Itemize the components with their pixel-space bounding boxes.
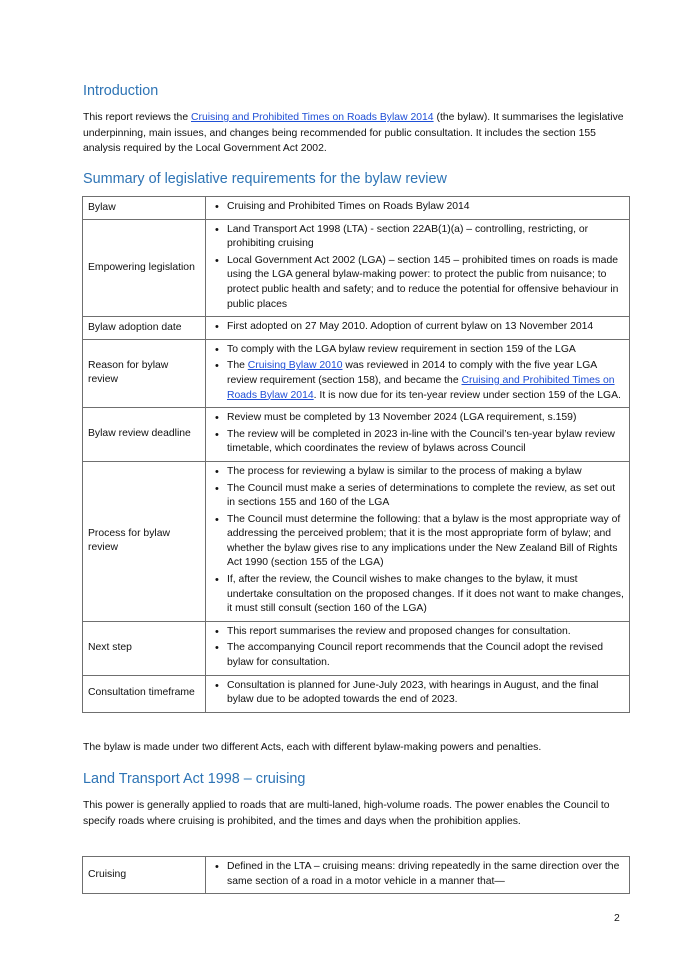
table-row: [83, 675, 630, 712]
table-row: [83, 857, 630, 894]
row-content-next-step: [206, 621, 630, 675]
summary-heading: Summary of legislative requirements for the bylaw review: [83, 171, 447, 187]
bylaw-2014-link[interactable]: Cruising and Prohibited Times on Roads Bylaw 2014: [227, 374, 615, 401]
cruising-definition-table: [82, 856, 630, 894]
row-label-cruising: Cruising: [83, 857, 206, 894]
list-item: • Cruising and Prohibited Times on Roads Bylaw 2014: [214, 200, 624, 215]
intro-text-after: (the bylaw). It summarises the legislative underpinning, main issues, and changes being recommended for public consultation. It includes the section 155 analysis required by the Local Government Act 2002.: [83, 112, 624, 154]
row-label-reason: Reason for bylaw review: [83, 339, 206, 407]
bylaw-2014-link[interactable]: Cruising and Prohibited Times on Roads Bylaw 2014: [191, 112, 434, 123]
table-row: [83, 461, 630, 621]
reason-text-post: . It is now due for its ten-year review under section 159 of the LGA.: [313, 389, 621, 401]
row-content-reason: [206, 339, 630, 407]
row-label-deadline: Bylaw review deadline: [83, 408, 206, 462]
cruising-bylaw-2010-link[interactable]: Cruising Bylaw 2010: [247, 360, 343, 372]
list-item: [214, 359, 624, 403]
introduction-heading: Introduction: [83, 83, 159, 99]
list-item: • Local Government Act 2002 (LGA) – section 145 – prohibited times on roads is made using the LGA general bylaw-making power: to protect the public from nuisance; to protect public health and safety; and to reduce the potential for offensive behaviour in public places: [214, 254, 624, 312]
row-label-next-step: Next step: [83, 621, 206, 675]
table-row: [83, 339, 630, 407]
list-item: • The process for reviewing a bylaw is similar to the process of making a bylaw: [214, 465, 624, 480]
table-row: [83, 408, 630, 462]
list-item: • The Council must determine the following: that a bylaw is the most appropriate way of addressing the perceived problem; that it is the most appropriate form of bylaw; and whether the bylaw gives rise to any implications under the New Zealand Bill of Rights Act 1990 (section 155 of the LGA): [214, 513, 624, 571]
row-content-consultation: [206, 675, 630, 712]
reason-text-pre: The: [227, 360, 248, 372]
list-item: • Defined in the LTA – cruising means: driving repeatedly in the same direction over the same section of a road in a motor vehicle in a manner that—: [214, 860, 624, 889]
list-item: • To comply with the LGA bylaw review requirement in section 159 of the LGA: [214, 343, 624, 358]
row-label-process: Process for bylaw review: [83, 461, 206, 621]
list-item: • The Council must make a series of determinations to complete the review, as set out in sections 155 and 160 of the LGA: [214, 482, 624, 511]
row-label-adoption: Bylaw adoption date: [83, 317, 206, 340]
list-item: • Review must be completed by 13 November 2024 (LGA requirement, s.159): [214, 411, 624, 426]
lta-heading: Land Transport Act 1998 – cruising: [83, 771, 306, 787]
row-content-deadline: [206, 408, 630, 462]
list-item: • The accompanying Council report recommends that the Council adopt the revised bylaw for consultation.: [214, 641, 624, 670]
intro-text-before: This report reviews the: [83, 112, 191, 123]
row-content-process: [206, 461, 630, 621]
row-content-empowering: [206, 219, 630, 317]
list-item: • The review will be completed in 2023 in-line with the Council’s ten-year bylaw review timetable, which coordinates the review of bylaws across Council: [214, 428, 624, 457]
table-row: [83, 317, 630, 340]
reason-text-mid: was reviewed in 2014 to comply with the five year LGA review requirement (section 158), and became the: [227, 360, 597, 386]
list-item: • This report summarises the review and proposed changes for consultation.: [214, 625, 624, 640]
introduction-paragraph: [83, 110, 631, 157]
row-content-cruising: [206, 857, 630, 894]
lta-paragraph: This power is generally applied to roads that are multi-laned, high-volume roads. The power enables the Council to specify roads where cruising is prohibited, and the times and days when the prohibition applies.: [83, 800, 610, 827]
table-row: [83, 219, 630, 317]
row-label-bylaw: Bylaw: [83, 197, 206, 220]
acts-paragraph: The bylaw is made under two different Acts, each with different bylaw-making powers and penalties.: [83, 742, 542, 753]
legislative-summary-table: [82, 196, 630, 713]
list-item: • If, after the review, the Council wishes to make changes to the bylaw, it must undertake consultation on the proposed changes. If it does not want to make changes, it must still consult (section 160 of the LGA): [214, 573, 624, 617]
row-label-consultation: Consultation timeframe: [83, 675, 206, 712]
list-item: • Land Transport Act 1998 (LTA) - section 22AB(1)(a) – controlling, restricting, or prohibiting cruising: [214, 223, 624, 252]
row-content-adoption: [206, 317, 630, 340]
list-item: • First adopted on 27 May 2010. Adoption of current bylaw on 13 November 2014: [214, 320, 624, 335]
table-row: [83, 197, 630, 220]
row-content-bylaw: [206, 197, 630, 220]
list-item: • Consultation is planned for June-July 2023, with hearings in August, and the final bylaw due to be adopted towards the end of 2023.: [214, 679, 624, 708]
page-number: 2: [614, 913, 620, 924]
table-row: [83, 621, 630, 675]
row-label-empowering: Empowering legislation: [83, 219, 206, 317]
